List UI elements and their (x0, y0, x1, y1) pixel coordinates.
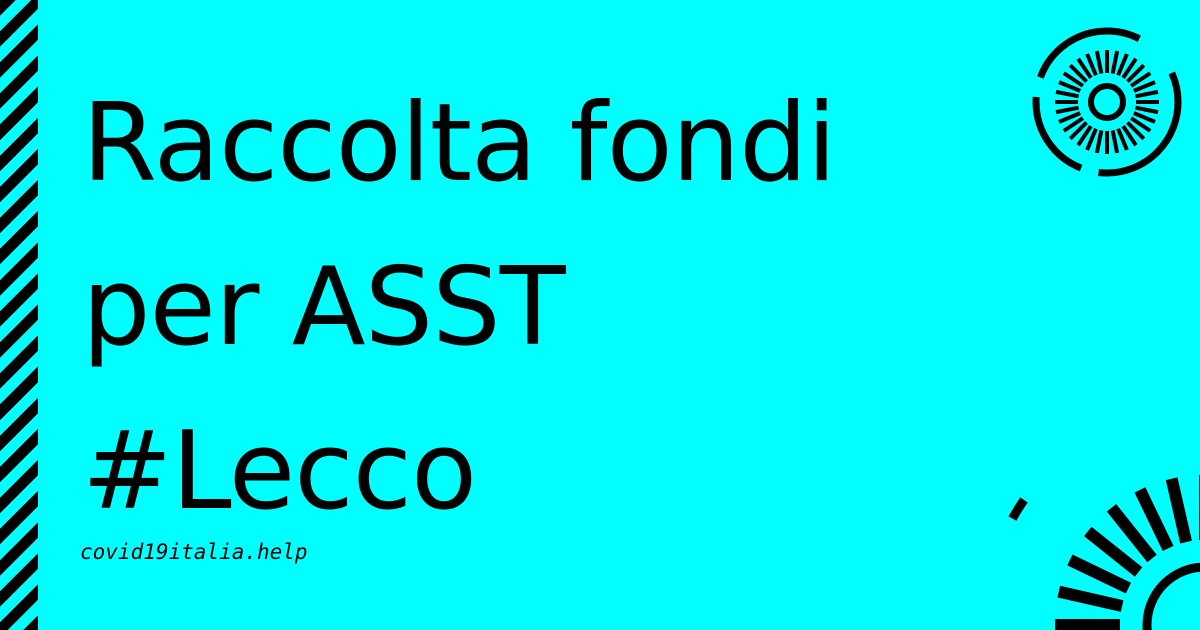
title-line-1: Raccolta fondi (82, 81, 836, 206)
page-title (82, 62, 836, 554)
logo-tick (1056, 92, 1079, 96)
logo-tick (1056, 108, 1079, 112)
logo-tick (1059, 592, 1122, 606)
logo-tick (1172, 479, 1186, 542)
title-line-3: #Lecco (82, 409, 477, 534)
logo-tick (1113, 51, 1117, 74)
logo-tick (1135, 108, 1158, 112)
logo-tick (1097, 130, 1101, 153)
logo-tick (1113, 130, 1117, 153)
title-line-2: per ASST (82, 245, 565, 370)
logo-tick (1097, 51, 1101, 74)
site-url: covid19italia.help (80, 540, 308, 564)
logo-tick (1135, 92, 1158, 96)
radial-logo-large-icon (980, 370, 1200, 630)
radial-logo-icon (1020, 15, 1200, 195)
striped-border (0, 0, 38, 630)
